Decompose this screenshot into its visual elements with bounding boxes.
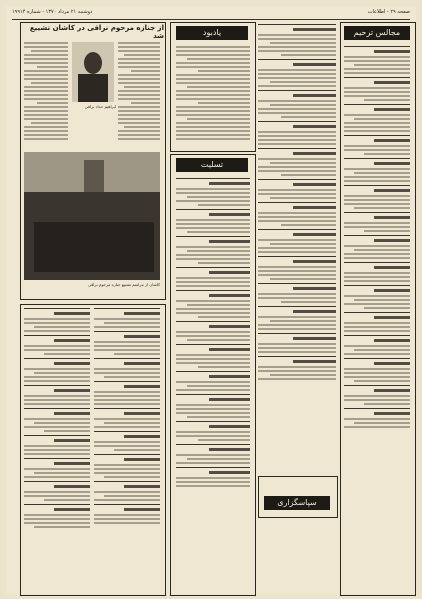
crowd-caption: کاشان از مراسم تشییع جنازه مرحوم نراقی [88, 282, 160, 287]
header-date: دوشنبه ۲۱ مرداد ۱۳۷۰ - شماره ۱۹۹۱۴ [12, 9, 93, 15]
yadbood-title: یادبود [176, 26, 248, 40]
obituary-headline: از جنازه مرحوم نراقی در کاشان تشییع شد [29, 24, 164, 40]
taslit-notices [176, 178, 250, 588]
majales-notices [344, 46, 410, 590]
portrait-caption: ابراهیم حداد نراقی [84, 104, 116, 109]
taslit-title: تسلیت [176, 158, 248, 172]
newspaper-page [6, 6, 416, 594]
majales-title: مجالس ترحیم [344, 26, 410, 40]
funeral-crowd-photo [24, 152, 160, 280]
obituary-text-left [24, 42, 68, 146]
page-header [12, 6, 410, 20]
yadbood-text [176, 46, 250, 146]
header-page-number: صفحه ۲۹ - اطلاعات [367, 9, 410, 15]
obituary-text-right [118, 42, 160, 146]
portrait-photo [72, 42, 114, 102]
sepasgozari-title: سپاسگزاری [264, 496, 330, 510]
bottom-left-col-b [94, 308, 160, 590]
bottom-left-col-a [24, 308, 90, 590]
